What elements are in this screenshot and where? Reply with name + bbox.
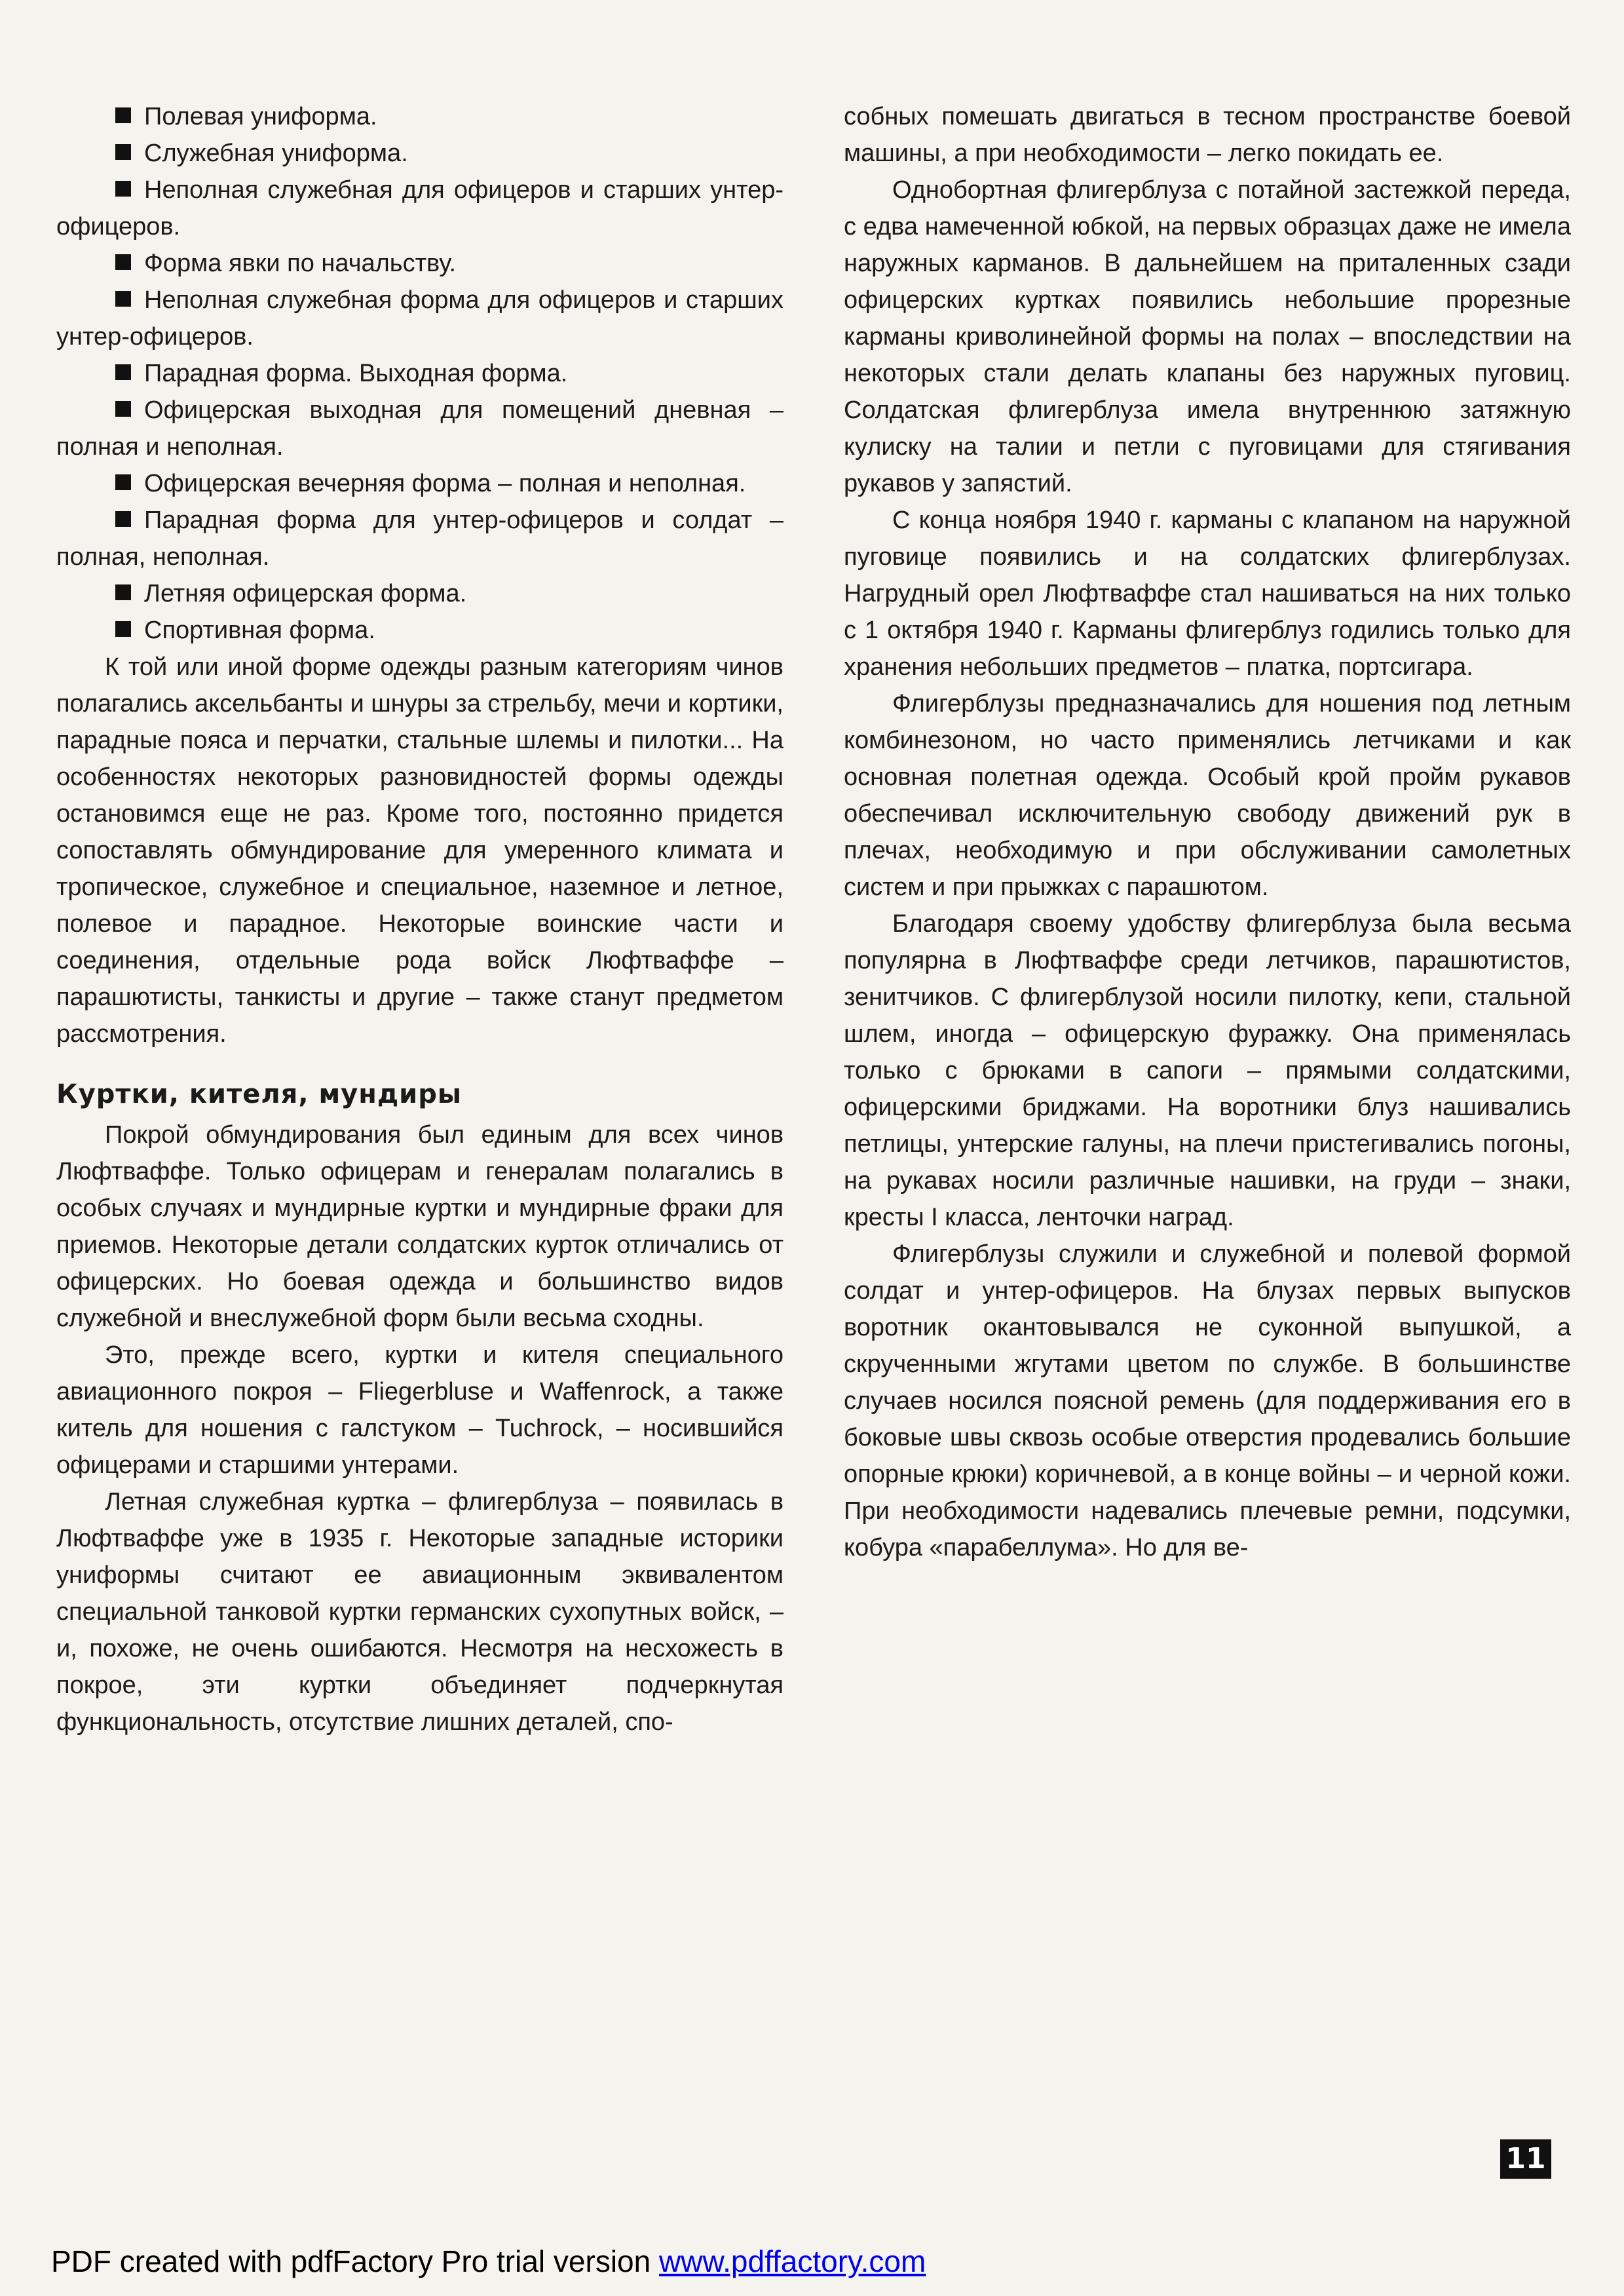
square-bullet-icon bbox=[115, 474, 131, 490]
uniform-types-list bbox=[56, 98, 784, 649]
intro-paragraph: К той или иной форме одежды разным категориям чинов полагались аксельбанты и шнуры за стрельбу, мечи и кортики, парадные пояса и перчатки, стальные шлемы и пилотки... На особенностях некоторых разновидностей формы одежды остановимся еще не раз. Кроме того, постоянно придется сопоставлять обмундирование для умеренного климата и тропическое, служебное и специальное, наземное и летное, полевое и парадное. Некоторые воинские части и соединения, отдельные рода войск Люфтваффе – парашютисты, танкисты и другие – также станут предметом рассмотрения. bbox=[56, 653, 784, 1048]
left-column bbox=[56, 98, 784, 1740]
body-paragraph: Летная служебная куртка – флигерблуза – появилась в Люфтваффе уже в 1935 г. Некоторые западные историки униформы считают ее авиационным эквивалентом специальной танковой куртки германских сухопутных войск, – и, похоже, не очень ошибаются. Несмотря на несхожесть в покрое, эти куртки объединяет подчеркнутая функциональность, отсутствие лишних деталей, спо- bbox=[56, 1488, 784, 1736]
list-item bbox=[56, 355, 784, 392]
body-paragraph: Флигерблузы предназначались для ношения под летным комбинезоном, но часто применялись летчиками и как основная полетная одежда. Особый крой пройм рукавов обеспечивал исключительную свободу движений рук в плечах, необходимую и при обслуживании самолетных систем и при прыжках с парашютом. bbox=[844, 690, 1571, 901]
list-item bbox=[56, 392, 784, 465]
list-item-text: Офицерская вечерняя форма – полная и неполная. bbox=[144, 470, 746, 497]
list-item bbox=[56, 172, 784, 245]
list-item-text: Летняя офицерская форма. bbox=[144, 580, 467, 607]
square-bullet-icon bbox=[115, 291, 131, 307]
list-item-text: Форма явки по начальству. bbox=[144, 250, 457, 277]
square-bullet-icon bbox=[115, 144, 131, 160]
body-paragraph: Флигерблузы служили и служебной и полевой формой солдат и унтер-офицеров. На блузах первых выпусков воротник окантовывался не суконной выпушкой, а скрученными жгутами цветом по службе. В большинстве случаев носился поясной ремень (для поддерживания его в боковые швы сквозь особые отверстия продевались большие опорные крюки) коричневой, а в конце войны – и черной кожи. При необходимости надевались плечевые ремни, подсумки, кобура «парабеллума». Но для ве- bbox=[844, 1240, 1571, 1561]
list-item-text: Спортивная форма. bbox=[144, 617, 375, 644]
body-paragraph: Благодаря своему удобству флигерблуза была весьма популярна в Люфтваффе среди летчиков, парашютистов, зенитчиков. С флигерблузой носили пилотку, кепи, стальной шлем, иногда – офицерскую фуражку. Она применялась только с брюками в сапоги – прямыми солдатскими, офицерскими бриджами. На воротники блуз нашивались петлицы, унтерские галуны, на плечи пристегивались погоны, на рукавах носили различные нашивки, на груди – знаки, кресты I класса, ленточки наград. bbox=[844, 910, 1571, 1231]
square-bullet-icon bbox=[115, 511, 131, 527]
square-bullet-icon bbox=[115, 181, 131, 197]
footer-text: PDF created with pdfFactory Pro trial version bbox=[51, 2244, 659, 2278]
continued-paragraph: собных помешать двигаться в тесном пространстве боевой машины, а при необходимости – легко покидать ее. bbox=[844, 103, 1571, 167]
list-item bbox=[56, 465, 784, 502]
list-item-text: Неполная служебная форма для офицеров и старших унтер-офицеров. bbox=[56, 286, 784, 351]
square-bullet-icon bbox=[115, 584, 131, 600]
body-paragraph: Однобортная флигерблуза с потайной застежкой переда, с едва намеченной юбкой, на первых образцах даже не имела наружных карманов. В дальнейшем на приталенных сзади офицерских куртках появились небольшие прорезные карманы криволинейной формы на полах – впоследствии на некоторых стали делать клапаны без наружных пуговиц. Солдатская флигерблуза имела внутреннюю затяжную кулиску на талии и петли с пуговицами для стягивания рукавов у запястий. bbox=[844, 176, 1571, 497]
square-bullet-icon bbox=[115, 401, 131, 417]
list-item bbox=[56, 245, 784, 282]
list-item-text: Служебная униформа. bbox=[144, 140, 408, 167]
list-item bbox=[56, 98, 784, 135]
list-item bbox=[56, 282, 784, 355]
square-bullet-icon bbox=[115, 364, 131, 380]
list-item bbox=[56, 135, 784, 172]
pdf-footer bbox=[51, 2244, 926, 2279]
list-item-text: Парадная форма. Выходная форма. bbox=[144, 360, 568, 387]
list-item-text: Парадная форма для унтер-офицеров и солдат – полная, неполная. bbox=[56, 507, 784, 571]
body-paragraph: Это, прежде всего, куртки и кителя специального авиационного покроя – Fliegerbluse и Waffenrock, а также китель для ношения с галстуком – Tuchrock, – носившийся офицерами и старшими унтерами. bbox=[56, 1341, 784, 1479]
square-bullet-icon bbox=[115, 621, 131, 637]
page-number: 11 bbox=[1500, 2139, 1551, 2179]
right-column bbox=[844, 98, 1571, 1566]
list-item-text: Полевая униформа. bbox=[144, 103, 377, 130]
square-bullet-icon bbox=[115, 254, 131, 270]
pdffactory-link[interactable]: www.pdffactory.com bbox=[659, 2244, 926, 2278]
section-heading: Куртки, кителя, мундиры bbox=[56, 1079, 463, 1109]
list-item-text: Неполная служебная для офицеров и старших унтер-офицеров. bbox=[56, 176, 784, 240]
square-bullet-icon bbox=[115, 107, 131, 123]
body-paragraph: С конца ноября 1940 г. карманы с клапаном на наружной пуговице появились и на солдатских флигерблузах. Нагрудный орел Люфтваффе стал нашиваться на них только с 1 октября 1940 г. Карманы флигерблуз годились только для хранения небольших предметов – платка, портсигара. bbox=[844, 507, 1571, 681]
list-item bbox=[56, 575, 784, 612]
list-item bbox=[56, 612, 784, 649]
list-item bbox=[56, 502, 784, 575]
list-item-text: Офицерская выходная для помещений дневная – полная и неполная. bbox=[56, 396, 784, 461]
body-paragraph: Покрой обмундирования был единым для всех чинов Люфтваффе. Только офицерам и генералам полагались в особых случаях и мундирные куртки и мундирные фраки для приемов. Некоторые детали солдатских курток отличались от офицерских. Но боевая одежда и большинство видов служебной и внеслужебной форм были весьма сходны. bbox=[56, 1121, 784, 1332]
